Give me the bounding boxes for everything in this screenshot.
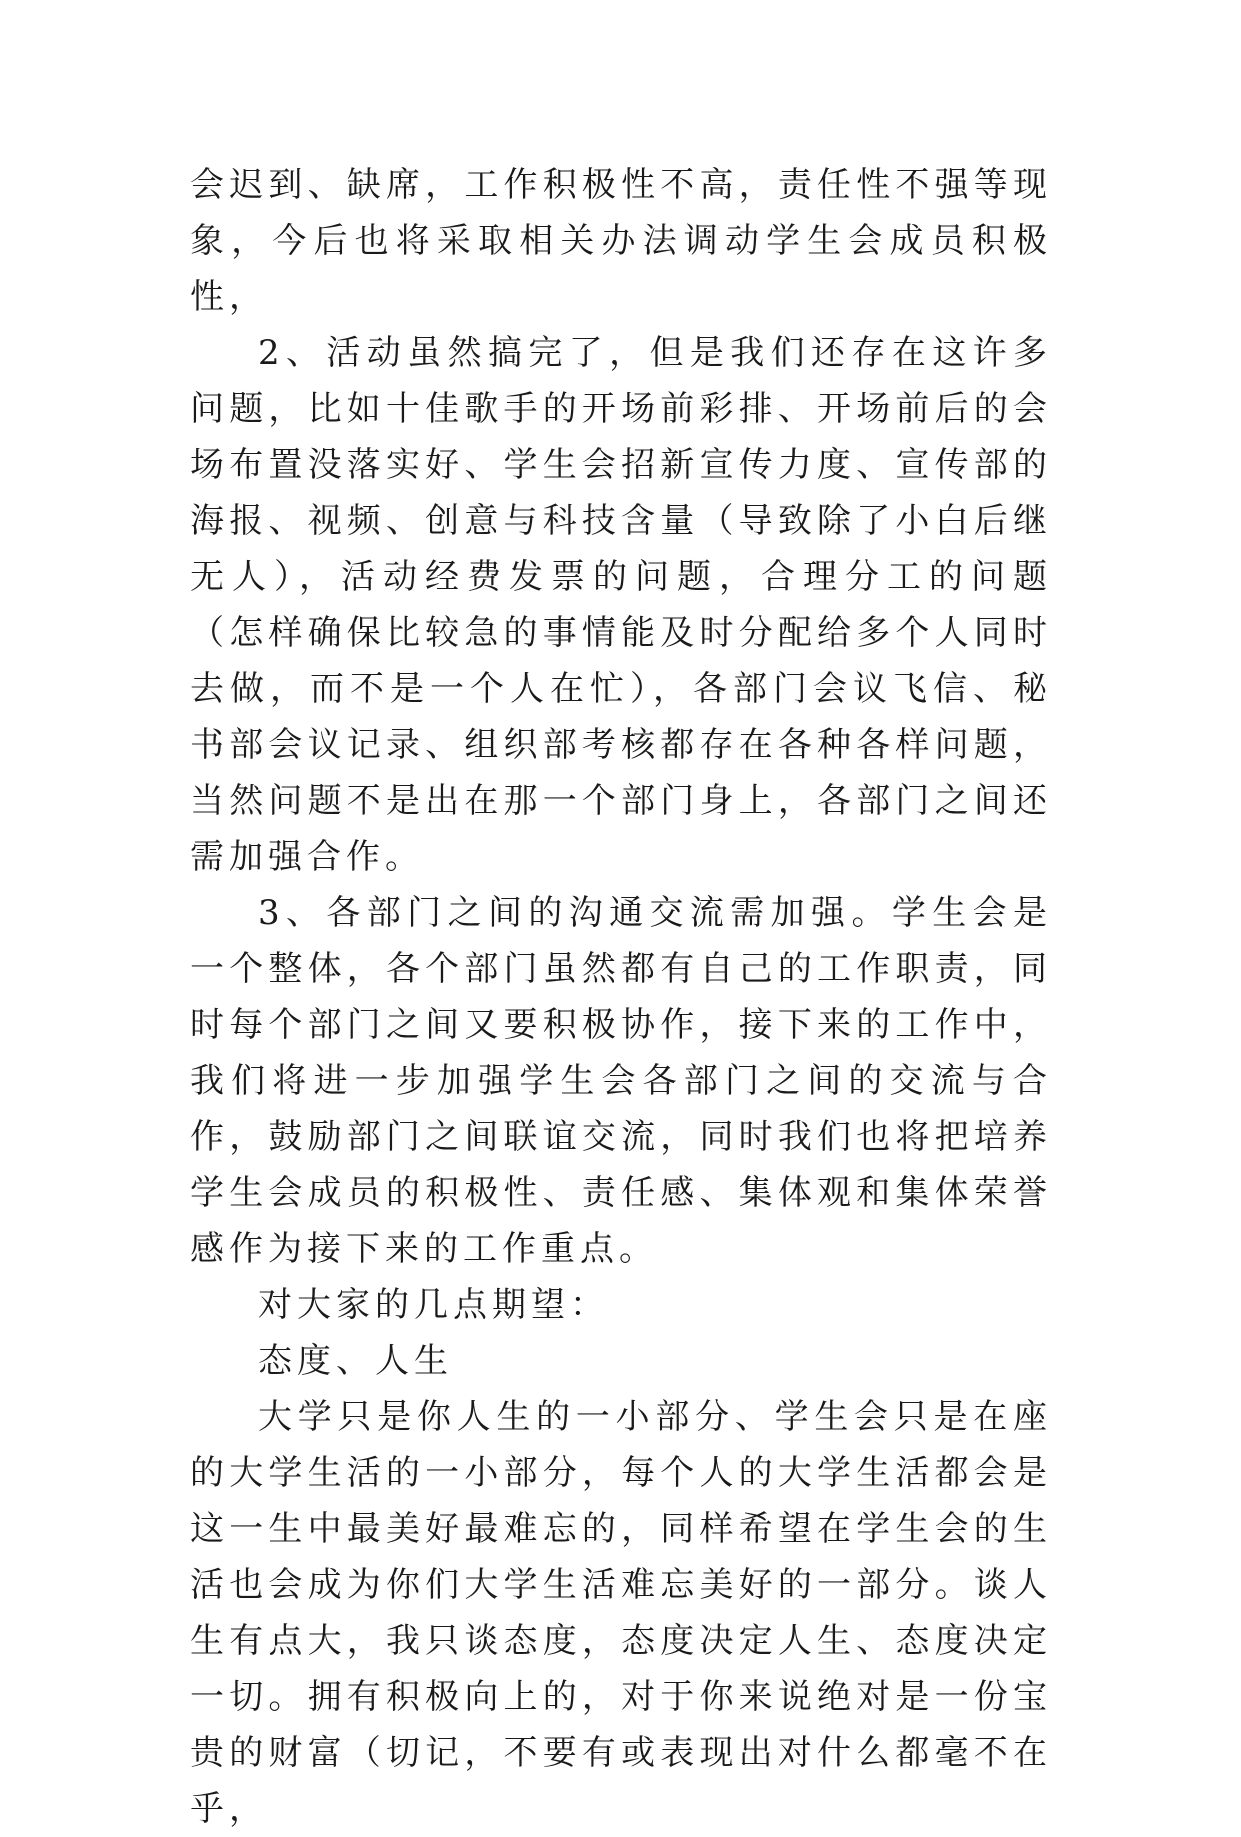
paragraph-attitude-heading: 态度、人生 [258, 1341, 453, 1381]
document-body [190, 157, 1052, 1837]
paragraph-continuation: 会迟到、缺席，工作积极性不高，责任性不强等现象，今后也将采取相关办法调动学生会成员积极性， [190, 165, 1052, 317]
paragraph-expectations-heading: 对大家的几点期望： [258, 1285, 609, 1325]
paragraph-item-2: 2、活动虽然搞完了，但是我们还存在这许多问题，比如十佳歌手的开场前彩排、开场前后的会场布置没落实好、学生会招新宣传力度、宣传部的海报、视频、创意与科技含量（导致除了小白后继无人），活动经费发票的问题，合理分工的问题（怎样确保比较急的事情能及时分配给多个人同时去做，而不是一个人在忙），各部门会议飞信、秘书部会议记录、组织部考核都存在各种各样问题，当然问题不是出在那一个部门身上，各部门之间还需加强合作。 [190, 333, 1052, 877]
paragraph-item-3: 3、各部门之间的沟通交流需加强。学生会是一个整体，各个部门虽然都有自己的工作职责，同时每个部门之间又要积极协作，接下来的工作中，我们将进一步加强学生会各部门之间的交流与合作，鼓励部门之间联谊交流，同时我们也将把培养学生会成员的积极性、责任感、集体观和集体荣誉感作为接下来的工作重点。 [190, 893, 1052, 1269]
paragraph-attitude-body: 大学只是你人生的一小部分、学生会只是在座的大学生活的一小部分，每个人的大学生活都会是这一生中最美好最难忘的，同样希望在学生会的生活也会成为你们大学生活难忘美好的一部分。谈人生有点大，我只谈态度，态度决定人生、态度决定一切。拥有积极向上的，对于你来说绝对是一份宝贵的财富（切记，不要有或表现出对什么都毫不在乎， [190, 1397, 1052, 1829]
